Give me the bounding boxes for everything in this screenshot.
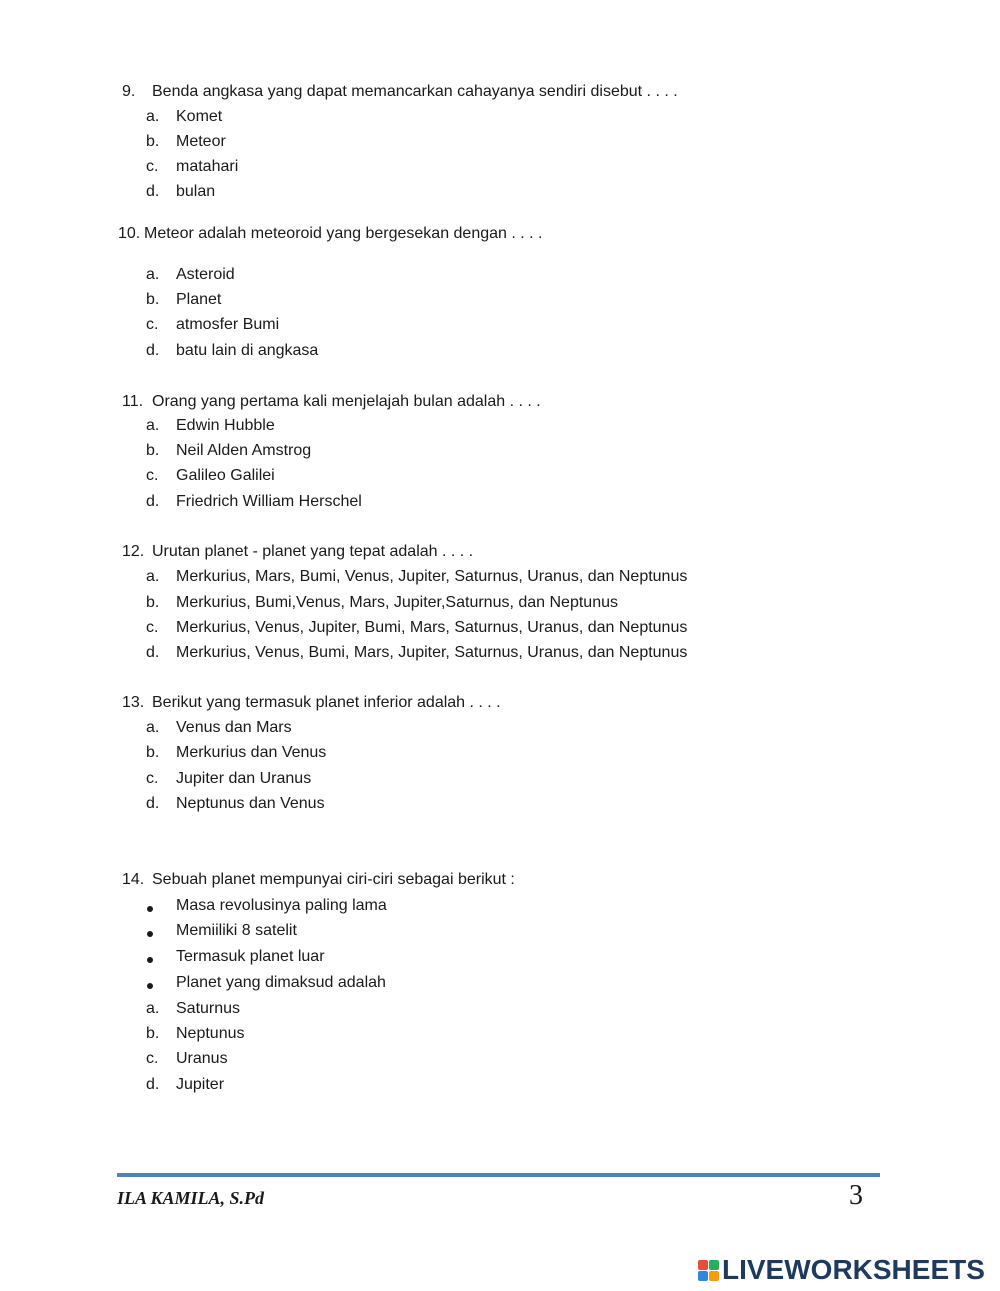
- option-text: Neptunus: [176, 1025, 245, 1042]
- option-letter: d.: [146, 644, 160, 661]
- option-text: Jupiter: [176, 1076, 225, 1093]
- option-letter: c.: [146, 158, 159, 175]
- option-text: Merkurius, Venus, Bumi, Mars, Jupiter, Saturnus, Uranus, dan Neptunus: [176, 644, 688, 661]
- question-stem: [122, 871, 515, 889]
- question-stem: [122, 543, 473, 561]
- question-text: Berikut yang termasuk planet inferior adalah . . . .: [152, 694, 501, 711]
- liveworksheets-icon: [698, 1260, 719, 1281]
- option-text: batu lain di angkasa: [176, 342, 319, 359]
- option-text: matahari: [176, 158, 239, 175]
- option-letter: c.: [146, 467, 159, 484]
- option-text: Jupiter dan Uranus: [176, 770, 312, 787]
- logo-square: [698, 1260, 708, 1270]
- liveworksheets-wordmark: LIVEWORKSHEETS: [722, 1254, 985, 1285]
- option-text: Neil Alden Amstrog: [176, 442, 312, 459]
- option-letter: c.: [146, 770, 159, 787]
- option-text: Edwin Hubble: [176, 417, 275, 434]
- option-letter: a.: [146, 719, 160, 736]
- question-number: 10.: [118, 225, 141, 242]
- option-text: Galileo Galilei: [176, 467, 275, 484]
- bullet-dot-icon: [147, 983, 153, 989]
- option-text: bulan: [176, 183, 216, 200]
- option-text: atmosfer Bumi: [176, 316, 280, 333]
- option-letter: b.: [146, 1025, 160, 1042]
- option-text: Meteor: [176, 133, 226, 150]
- option-letter: a.: [146, 1000, 160, 1017]
- question-text: Sebuah planet mempunyai ciri-ciri sebagai berikut :: [152, 871, 515, 888]
- logo-square: [698, 1271, 708, 1281]
- question-number: 11.: [122, 393, 144, 410]
- option-letter: b.: [146, 133, 160, 150]
- option-letter: a.: [146, 266, 160, 283]
- question-text: Orang yang pertama kali menjelajah bulan adalah . . . .: [152, 393, 541, 410]
- option-text: Merkurius, Mars, Bumi, Venus, Jupiter, Saturnus, Uranus, dan Neptunus: [176, 568, 688, 585]
- footer-author: ILA KAMILA, S.Pd: [117, 1188, 265, 1208]
- footer-divider: [117, 1173, 880, 1177]
- option-letter: b.: [146, 442, 160, 459]
- option-letter: a.: [146, 108, 160, 125]
- bullet-dot-icon: [147, 931, 153, 937]
- option-text: Planet: [176, 291, 222, 308]
- question-text: Urutan planet - planet yang tepat adalah . . . .: [152, 543, 474, 560]
- question-number: 13.: [122, 694, 145, 711]
- option-letter: b.: [146, 291, 160, 308]
- question-stem: [118, 225, 542, 243]
- question-number: 12.: [122, 543, 145, 560]
- question-text: Benda angkasa yang dapat memancarkan cahayanya sendiri disebut . . . .: [152, 83, 678, 100]
- option-letter: d.: [146, 342, 160, 359]
- question-number: 9.: [122, 83, 136, 100]
- option-text: Neptunus dan Venus: [176, 795, 325, 812]
- option-text: Komet: [176, 108, 223, 125]
- question-stem: [122, 83, 678, 101]
- option-letter: b.: [146, 744, 160, 761]
- option-letter: d.: [146, 795, 160, 812]
- option-text: Merkurius, Bumi,Venus, Mars, Jupiter,Saturnus, dan Neptunus: [176, 594, 618, 611]
- option-text: Friedrich William Herschel: [176, 493, 362, 510]
- option-letter: d.: [146, 1076, 160, 1093]
- question-stem: [122, 393, 541, 411]
- option-text: Saturnus: [176, 1000, 241, 1017]
- logo-square: [709, 1271, 719, 1281]
- question-number: 14.: [122, 871, 145, 888]
- option-letter: b.: [146, 594, 160, 611]
- option-letter: d.: [146, 183, 160, 200]
- option-text: Venus dan Mars: [176, 719, 292, 736]
- option-text: Uranus: [176, 1050, 228, 1067]
- option-letter: c.: [146, 316, 159, 333]
- liveworksheets-logo: [698, 1255, 985, 1285]
- option-letter: c.: [146, 1050, 159, 1067]
- option-letter: c.: [146, 619, 159, 636]
- option-text: Merkurius, Venus, Jupiter, Bumi, Mars, Saturnus, Uranus, dan Neptunus: [176, 619, 688, 636]
- option-letter: d.: [146, 493, 160, 510]
- logo-square: [709, 1260, 719, 1270]
- page-number: 3: [849, 1180, 863, 1211]
- option-letter: a.: [146, 417, 160, 434]
- question-text: Meteor adalah meteoroid yang bergesekan dengan . . . .: [144, 225, 543, 242]
- option-text: Merkurius dan Venus: [176, 744, 327, 761]
- bullet-dot-icon: [147, 957, 153, 963]
- bullet-dot-icon: [147, 906, 153, 912]
- option-letter: a.: [146, 568, 160, 585]
- option-text: Asteroid: [176, 266, 235, 283]
- question-stem: [122, 694, 501, 712]
